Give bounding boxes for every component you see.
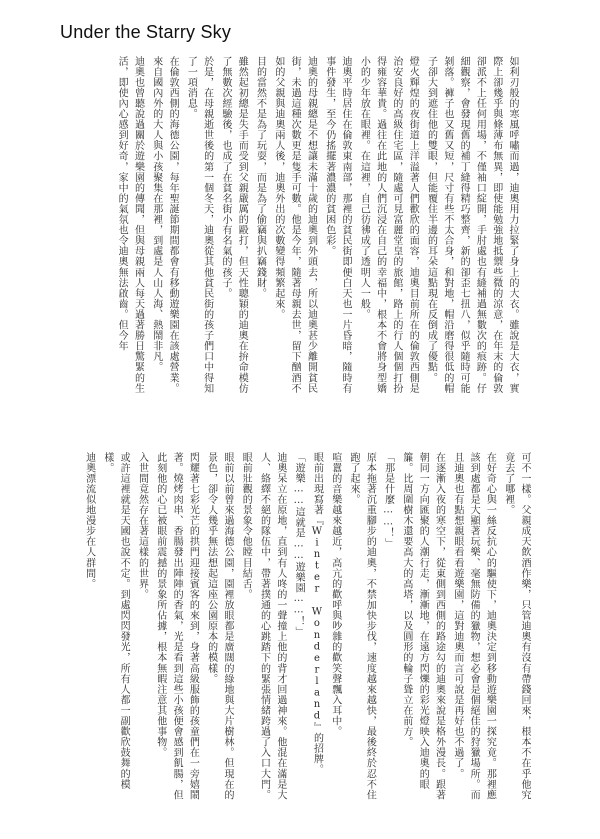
paragraph: 閃耀著七彩光芒的拱門迎接賓客的來到，身著高級服飾的孩童們在一旁嬉鬧著。燒烤肉串、香腸發出陣陣的香氣，光是看到這些小孩便會感到飢腸，但此刻他的心已被眼前震撼的景象所佔據，根本無暇注意其他事物。 xyxy=(154,452,199,801)
text-block-bottom xyxy=(83,452,532,804)
paragraph: 迪奧漂流似地漫步在人群間。 xyxy=(83,452,95,590)
paragraph: 如利刃般的寒風呼嘯而過，迪奧用力拉緊了身上的大衣。雖說是大衣，實際上卻幾乎與條薄布無異，即使能勉強地抵禦些微的涼意，在年末的倫敦卻派不上任何用場，不僅袖口綻開，手肘處也有縫補過無數次的痕跡。仔細觀察，會發現舊的補丁縫得精巧整齊，新的卻歪七扭八，似乎隨時可能剝落。褲子也又舊又短，尺寸有些不太合身，和對地，帽沿磨得很低的帽子卻大到遮住他的雙眼，但能覆住半邊的耳朵這點現在反倒成了優點。 xyxy=(425,56,518,394)
paragraph: 迪奧平時居住在倫敦東南部，那裡的貧民街即便白天也一片昏暗，隨時有事件發生，至今仍搖擺著濃濃的貧困色彩。 xyxy=(323,56,352,394)
paragraph: 目的當然不是為了玩耍，而是為了偷竊與扒竊錢財。 xyxy=(254,56,266,299)
paragraph: 雖然起初總是失手而受到父親嚴厲的毆打，但天性聰穎的迪奧在拚命模仿了無數次經驗後，也成了在貧名街小有名氣的孩子。 xyxy=(219,56,248,394)
paragraph: 入世間竟然存在著這樣的世界。 xyxy=(136,452,148,600)
paragraph: 迪奧的母親總是不想讓未滿十歲的迪奧到外頭去，所以迪奧甚少離開貧民街，未過這種次數更是隻手可數。他是今年，隨著母親去世，留下酗酒不如的父親與迪奧兩人後，迪奧外出的次數變得頻繁起來。 xyxy=(272,56,317,394)
paragraph: 迪奧也曾聽說過關於遊樂園的傳聞，但與母親兩人每天過著勝日驚緊的生活，即使內心感到好奇，家中的氣氛也令迪奧無法啟齒。但今年 xyxy=(116,56,144,394)
paragraph: 在逐漸入夜的寒空下，從東側到西側的路途勾的迪奧來說是格外漫長。跟著朝同一方向匯聚的人潮行走，漸漸地，在遠方閃爍的彩光燈映入迪奧的眼簾。比周圍樹木還要高大的高塔，以及圓形的輪子聳立在前方。 xyxy=(400,452,445,801)
document-title: Under the Starry Sky xyxy=(60,22,232,42)
paragraph: 喧囂的音樂越來越近，高亢的歡呼與吵雜的歡笑聲飄入耳中。 xyxy=(329,452,341,737)
text-block-top xyxy=(58,56,520,398)
paragraph: 眼前出現寫著『Winter Wonderland』的招牌。 xyxy=(311,452,323,775)
paragraph: 眼前壯觀的景象令他瞠目結舌。 xyxy=(240,452,252,600)
paragraph: 在好奇心與一絲反抗心的驅使下，迪奧決定到移動遊樂園一探究竟。那裡應該到處都是大顯著玩樂、毫無防備的獵物，想必會是個絕佳的狩獵場所。而且迪奧也有點想親眼看看遊樂園，這對迪奧而言可說是再好也不過了。 xyxy=(451,452,496,801)
paragraph: 迪奧呆立在原地，直到有人咚的一聲撞上他的背才回過神來。他混在滿是大人、絡繹不絕的隊伍中，帶著撲通的心跳踏下的緊張情緒跨過了入口大門。 xyxy=(258,452,286,801)
paragraph: 眼前以前曾來過海德公園，園裡放眼都是廣闊的綠地與大片樹林。但現在的景色，卻令人幾乎無法想起這座公園原本的模樣。 xyxy=(205,452,233,801)
paragraph: 原本拖著沉重腳步的迪奧，不禁加快步伐，速度越來越快，最後終於忍不住跑了起來。 xyxy=(348,452,376,801)
paragraph: 於是，在母親逝世後的第一個冬天，迪奧從其他貧民街的孩子們口中得知了一項消息。 xyxy=(185,56,213,394)
paragraph: 燈火輝煌的夜街道上洋溢著人們歡欣的面容，迪奧目前所在的倫敦西側是治安良好的高級住宅區，隨處可見富麗堂皇的旅館，路上的行人個個打扮得雍容華貴。過往在此地的人們沉浸在自己的幸福中，根本不會將身型嬌小的少年放在眼裡。在這裡，自己彷彿成了透明人一般。 xyxy=(358,56,419,394)
paragraph: 在倫敦西側的海德公園，每年聖誕節期間都會有移動遊樂園在該處營業。來自國內外的大人與小孩聚集在那裡，到處是人山人海、熱鬧非凡。 xyxy=(150,56,179,394)
paragraph: 可不一樣。父親成天飲酒作樂，只管迪奧有沒有帶錢回來，根本不在乎他究竟去了哪裡。 xyxy=(502,452,530,801)
paragraph: 「遊樂……這就是……遊樂園……！」 xyxy=(293,452,305,638)
paragraph: 「那是什麼……！」 xyxy=(382,452,394,549)
paragraph: 或許這裡就是天國也說不定。到處閃閃發光，所有人都一副歡欣鼓舞的模樣。 xyxy=(101,452,130,790)
